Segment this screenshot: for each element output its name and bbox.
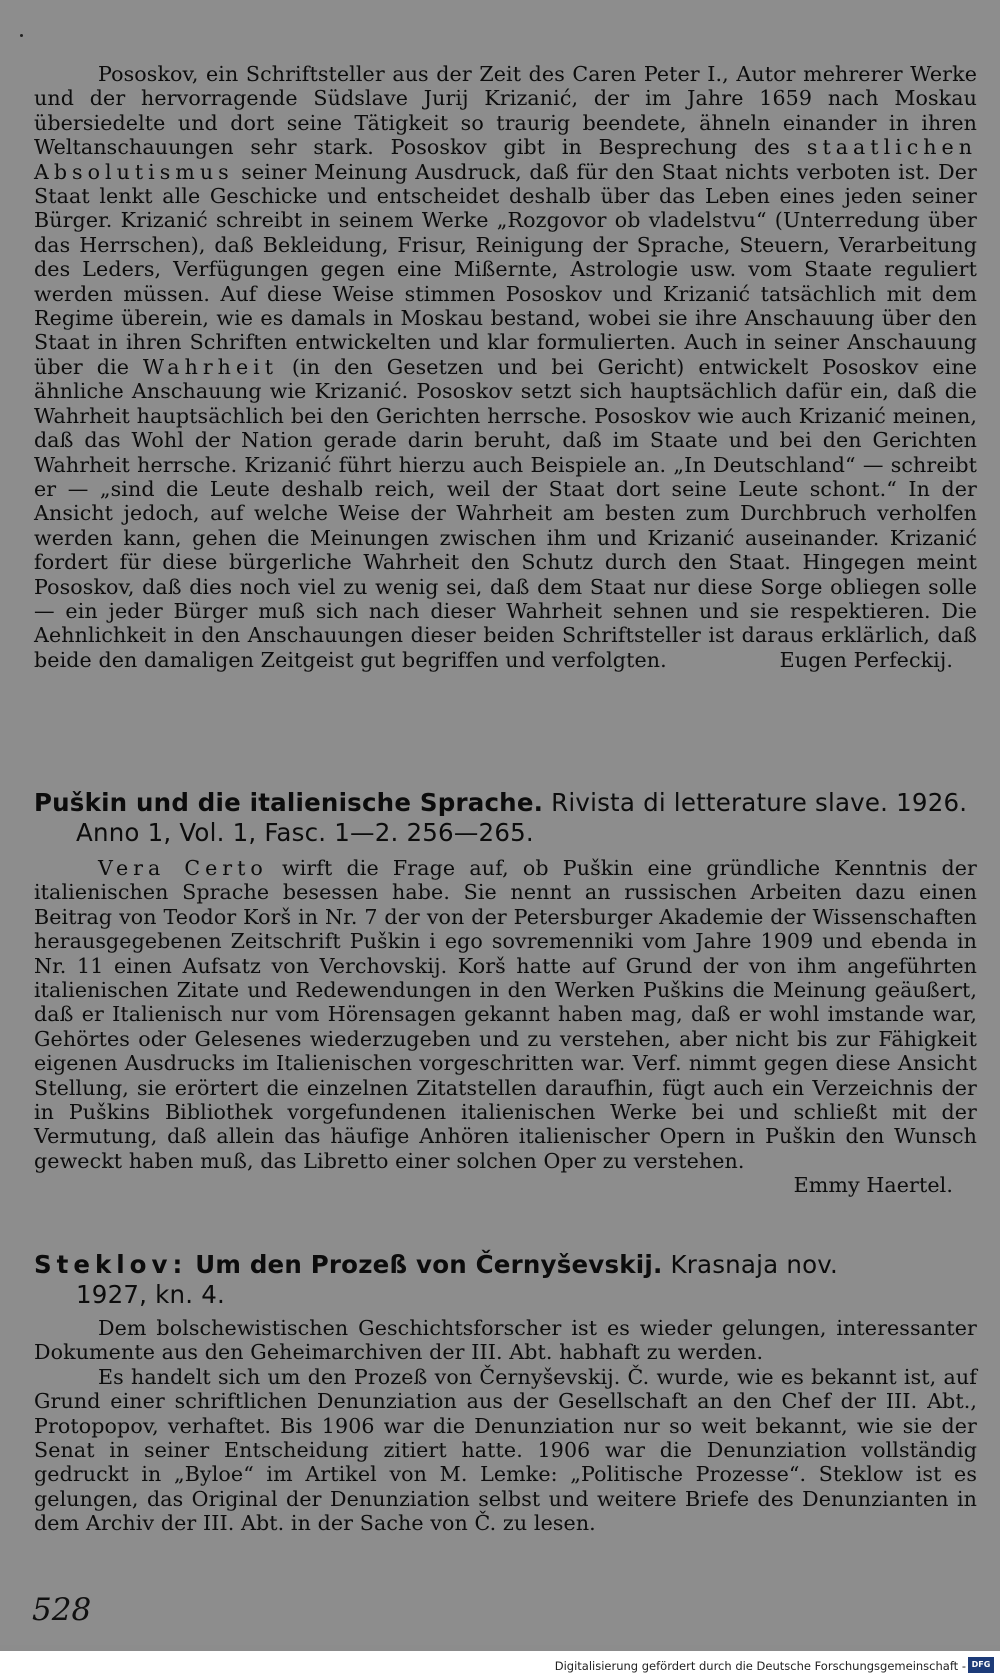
article-body xyxy=(34,62,977,672)
footer-credit: Digitalisierung gefördert durch die Deutsche Forschungsgemeinschaft - xyxy=(554,1659,966,1673)
body-text: seiner Meinung Ausdruck, daß für den Staat nichts verboten ist. Der Staat lenkt alle Geschicke und entscheidet deshalb über das Leben eines jeden seiner Bürger. Krizanić schreibt in seinem Werke „Rozgovor ob vladelstvu“ (Unterredung über das Herrschen), daß Bekleidung, Frisur, Reinigung der Sprache, Steuern, Verarbeitung des Leders, Verfügungen gegen eine Mißernte, Astrologie usw. vom Staate reguliert werden müssen. Auf diese Weise stimmen Pososkov und Krizanić tatsächlich mit dem Regime überein, wie es damals in Moskau bestand, wobei sie ihre Anschauung über den Staat in ihren Schriften entwickelten und klar formulierten. Auch in seiner Anschauung über die xyxy=(34,159,977,379)
article-paragraph: Dem bolschewistischen Geschichtsforscher ist es wieder gelungen, interessanter Dokumente aus den Geheimarchiven der III. Abt. habhaft zu werden. xyxy=(34,1316,977,1365)
body-text: wirft die Frage auf, ob Puškin eine gründliche Kenntnis der italienischen Sprache besessen habe. Sie nennt an russischen Arbeiten dazu einen Beitrag von Teodor Korš in Nr. 7 der von der Petersburger Akademie der Wissenschaften herausgegebenen Zeitschrift Puškin i ego sovremenniki vom Jahre 1909 und ebenda in Nr. 11 einen Aufsatz von Verchovskij. Korš hatte auf Grund der von ihm angeführten italienischen Zitate und Redewendungen in den Werken Puškins die Meinung geäußert, daß er Italienisch nur vom Hörensagen gekannt haben mag, daß er wohl imstande war, Gehörtes oder Gelesenes wiederzugeben und zu verstehen, aber nicht bis zur Fähigkeit eigenen Ausdrucks im Italienischen vorgeschritten war. Verf. nimmt gegen diese Ansicht Stellung, sie erörtert die einzelnen Zitatstellen daraufhin, fügt auch ein Verzeichnis der in Puškins Bibliothek vorgefundenen italienischen Werke bei und schließt mit der Vermutung, daß allein das häufige Anhören italienischer Opern in Puškin den Wunsch geweckt haben muß, das Libretto einer solchen Oper zu verstehen. xyxy=(34,856,977,1173)
article-pososkov xyxy=(34,62,977,672)
scan-speck xyxy=(20,34,23,37)
article-source: Krasnaja nov. xyxy=(670,1250,839,1279)
page-number: 528 xyxy=(32,1592,92,1628)
body-text: (in den Gesetzen und bei Gericht) entwickelt Pososkov eine ähnliche Anschauung wie Krizanić. Pososkov setzt sich hauptsächlich dafür ein, daß die Wahrheit hauptsächlich bei den Gerichten herrsche. Pososkov wie auch Krizanić meinen, daß das Wohl der Nation gerade darin beruht, daß im Staate und bei den Gerichten Wahrheit herrsche. Krizanić führt hierzu auch Beispiele an. „In Deutschland“ — schreibt er — „sind die Leute deshalb reich, weil der Staat dort seine Leute schont.“ In der Ansicht jedoch, auf welche Weise der Wahrheit am besten zum Durchbruch verholfen werden kann, gehen die Meinungen zwischen ihm und Krizanić auseinander. Krizanić fordert für diese bürgerliche Wahrheit den Schutz durch den Staat. Hingegen meint Pososkov, daß dies noch viel zu wenig sei, daß dem Staat nur diese Sorge obliegen solle — ein jeder Bürger muß sich nach dieser Wahrheit sehnen und sie respektieren. Die Aehnlichkeit in den Anschauungen dieser beiden Schriftsteller ist daraus erklärlich, daß beide den damaligen Zeitgeist gut begriffen und verfolgten. xyxy=(34,354,977,672)
author-signature: Emmy Haertel. xyxy=(793,1173,953,1198)
article-source: Rivista di letterature slave. 1926. xyxy=(551,788,968,817)
digitization-footer xyxy=(0,1651,1000,1679)
article-source-detail: 1927, kn. 4. xyxy=(76,1280,225,1309)
emphasized-term: staatlichen Absolutismus xyxy=(34,135,978,184)
article-heading xyxy=(34,788,977,848)
article-source-detail: Anno 1, Vol. 1, Fasc. 1—2. 256—265. xyxy=(76,818,534,847)
emphasized-name: Vera Certo xyxy=(98,856,268,880)
article-author: Steklov: xyxy=(34,1250,188,1279)
article-body xyxy=(34,856,977,1198)
article-paragraph: Es handelt sich um den Prozeß von Černyševskij. Č. wurde, wie es bekannt ist, auf Grund einer schriftlichen Denunziation aus der Gesellschaft an den Chef der III. Abt., Protopopov, verhaftet. Bis 1906 war die Denunziation nur so weit bekannt, wie sie der Senat in seiner Entscheidung zitiert hatte. 1906 war die Denunziation vollständig gedruckt in „Byloe“ im Artikel von M. Lemke: „Politische Prozesse“. Steklow ist es gelungen, das Original der Denunziation selbst und weitere Briefe des Denunzianten in dem Archiv der III. Abt. in der Sache von Č. zu lesen. xyxy=(34,1364,977,1536)
article-title: Um den Prozeß von Černyševskij. xyxy=(195,1250,663,1279)
dfg-logo-icon: DFG xyxy=(968,1657,994,1673)
article-puskin xyxy=(34,788,977,1198)
author-signature: Eugen Perfeckij. xyxy=(779,647,953,672)
article-heading xyxy=(34,1250,977,1310)
body-text: Pososkov, ein Schriftsteller aus der Zeit des Caren Peter I., Autor mehrerer Werke und der hervorragende Südslave Jurij Krizanić, der im Jahre 1659 nach Moskau übersiedelte und dort seine Tätigkeit so traurig beendete, ähneln einander in ihren Weltanschauungen sehr stark. Pososkov gibt in Besprechung des xyxy=(34,62,977,160)
article-title: Puškin und die italienische Sprache. xyxy=(34,788,544,817)
emphasized-term: Wahrheit xyxy=(142,354,278,379)
article-steklov xyxy=(34,1250,977,1536)
